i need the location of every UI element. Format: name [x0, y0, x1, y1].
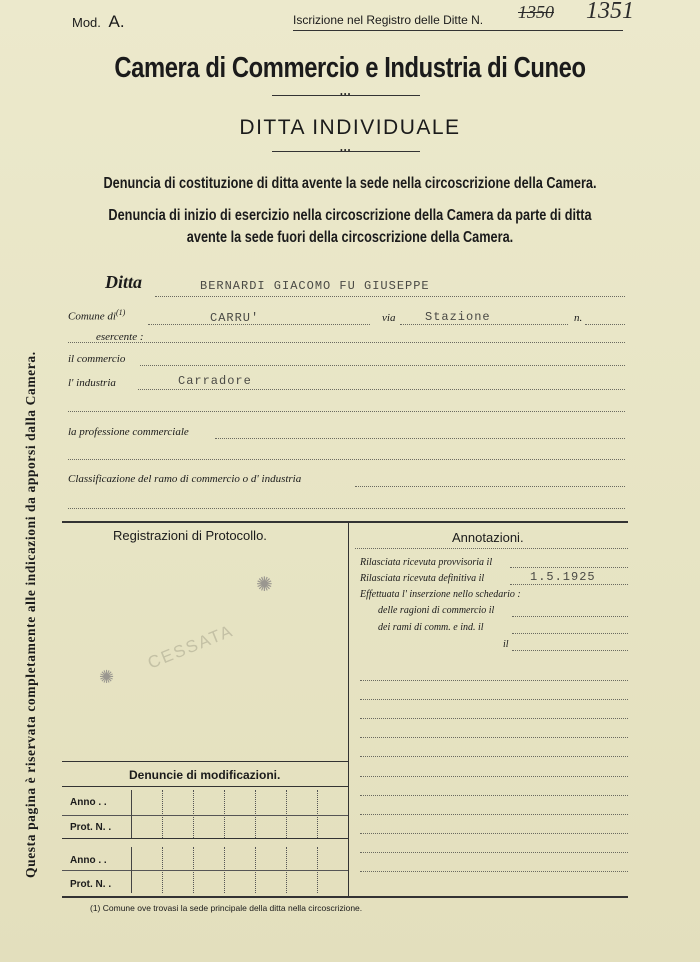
extra-line-2: [68, 459, 625, 460]
industria-line: [138, 389, 625, 390]
mod-grid-col-5b: [286, 847, 287, 893]
registro-underline: [293, 30, 623, 31]
title-rule-dots: •••: [340, 90, 352, 99]
mod-grid-col-5: [286, 790, 287, 838]
il-line: [512, 650, 628, 651]
section-top-rule: [62, 521, 628, 523]
professione-label: la professione commerciale: [68, 426, 189, 438]
footnote: (1) Comune ove trovasi la sede principale della ditta nella circoscrizione.: [90, 903, 363, 913]
provvisoria-line: [510, 567, 628, 568]
registro-number: 1351: [586, 0, 634, 24]
ragioni-line: [512, 616, 628, 617]
via-label: via: [382, 312, 396, 324]
comune-value: CARRU': [210, 311, 260, 325]
mod-grid-col-3b: [224, 847, 225, 893]
mod-letter: A.: [108, 12, 125, 31]
inserzione-label: Effettuata l' inserzione nello schedario :: [360, 589, 521, 600]
modificazioni-top-rule: [62, 761, 348, 762]
ragioni-label: delle ragioni di commercio il: [378, 605, 495, 616]
mod-grid-col-1b: [162, 847, 163, 893]
mod-grid-col-2b: [193, 847, 194, 893]
comune-label: Comune $di^{(1)}$: [68, 308, 126, 323]
provvisoria-label: Rilasciata ricevuta provvisoria il: [360, 557, 493, 568]
industria-label: l' industria: [68, 377, 116, 389]
annot-line-4: [360, 737, 628, 738]
side-note: Questa pagina è riservata completamente alle indicazioni da apporsi dalla Camera.: [23, 351, 38, 878]
anno-label-2: Anno . .: [70, 855, 107, 866]
annotazioni-heading-line: [355, 548, 628, 549]
esercente-label: esercente :: [96, 331, 144, 343]
professione-line: [215, 438, 625, 439]
definitiva-line: [510, 584, 628, 585]
denuncia-inizio-line2: avente la sede fuori della circoscrizione della Camera.: [186, 229, 514, 246]
form-subtitle: DITTA INDIVIDUALE: [239, 116, 461, 139]
annot-line-10: [360, 852, 628, 853]
il-label: il: [503, 639, 509, 650]
rami-line: [512, 633, 628, 634]
annot-line-9: [360, 833, 628, 834]
extra-line-1: [68, 411, 625, 412]
esercente-line: [68, 342, 625, 343]
mod-row-rule-2: [62, 838, 348, 839]
mod-text: Mod.: [72, 15, 101, 30]
section-bottom-rule: [62, 896, 628, 898]
annot-line-1: [360, 680, 628, 681]
annotazioni-heading: Annotazioni.: [452, 530, 524, 545]
ditta-label: Ditta: [105, 272, 143, 292]
mod-row-rule-1: [62, 815, 348, 816]
industria-value: Carradore: [178, 374, 252, 388]
definitiva-value: 1.5.1925: [530, 570, 596, 584]
n-label: n.: [574, 312, 583, 324]
mod-grid-col-4b: [255, 847, 256, 893]
ditta-line: [155, 296, 625, 297]
prot-label-2: Prot. N. .: [70, 879, 112, 890]
mod-grid-col-0b: [131, 847, 132, 893]
mod-grid-col-6b: [317, 847, 318, 893]
subtitle-rule-dots: •••: [340, 146, 352, 155]
stamp-mark-icon-2: ✺: [99, 667, 115, 687]
anno-label-1: Anno . .: [70, 797, 107, 808]
n-line: [585, 324, 625, 325]
prot-label-1: Prot. N. .: [70, 822, 112, 833]
extra-line-3: [68, 508, 625, 509]
classificazione-line: [355, 486, 625, 487]
mod-grid-col-6: [317, 790, 318, 838]
mod-grid-col-0: [131, 790, 132, 838]
annot-line-6: [360, 776, 628, 777]
via-line: [400, 324, 568, 325]
definitiva-label: Rilasciata ricevuta definitiva il: [360, 573, 485, 584]
commercio-label: il commercio: [68, 353, 126, 365]
mod-grid-col-2: [193, 790, 194, 838]
via-value: Stazione: [425, 310, 491, 324]
mod-label: [72, 12, 125, 32]
annot-line-7: [360, 795, 628, 796]
denuncia-inizio-line1: Denuncia di inizio di esercizio nella circoscrizione della Camera da parte di ditta: [108, 207, 592, 224]
annot-line-3: [360, 718, 628, 719]
stamp-mark-icon: ✺: [256, 574, 273, 596]
annot-line-8: [360, 814, 628, 815]
mod-grid-col-4: [255, 790, 256, 838]
ditta-value: BERNARDI GIACOMO FU GIUSEPPE: [200, 279, 430, 293]
cessata-stamp: CESSATA: [145, 620, 237, 673]
section-divider: [348, 521, 349, 896]
registro-struck-number: 1350: [518, 2, 554, 22]
annot-line-5: [360, 756, 628, 757]
classificazione-label: Classificazione del ramo di commercio o d' industria: [68, 473, 302, 485]
mod-row-rule-3: [62, 870, 348, 871]
mod-grid-col-1: [162, 790, 163, 838]
protocollo-heading: Registrazioni di Protocollo.: [113, 528, 267, 543]
chamber-title: Camera di Commercio e Industria di Cuneo: [114, 52, 586, 84]
comune-line: [148, 324, 370, 325]
annot-line-2: [360, 699, 628, 700]
commercio-line: [140, 365, 625, 366]
modificazioni-heading: Denuncie di modificazioni.: [129, 768, 281, 782]
mod-grid-col-3: [224, 790, 225, 838]
registro-label: Iscrizione nel Registro delle Ditte N.: [293, 13, 484, 27]
modificazioni-heading-rule: [62, 786, 348, 787]
denuncia-costituzione: Denuncia di costituzione di ditta avente la sede nella circoscrizione della Camera.: [103, 175, 597, 192]
annot-line-11: [360, 871, 628, 872]
rami-label: dei rami di comm. e ind. il: [378, 622, 484, 633]
